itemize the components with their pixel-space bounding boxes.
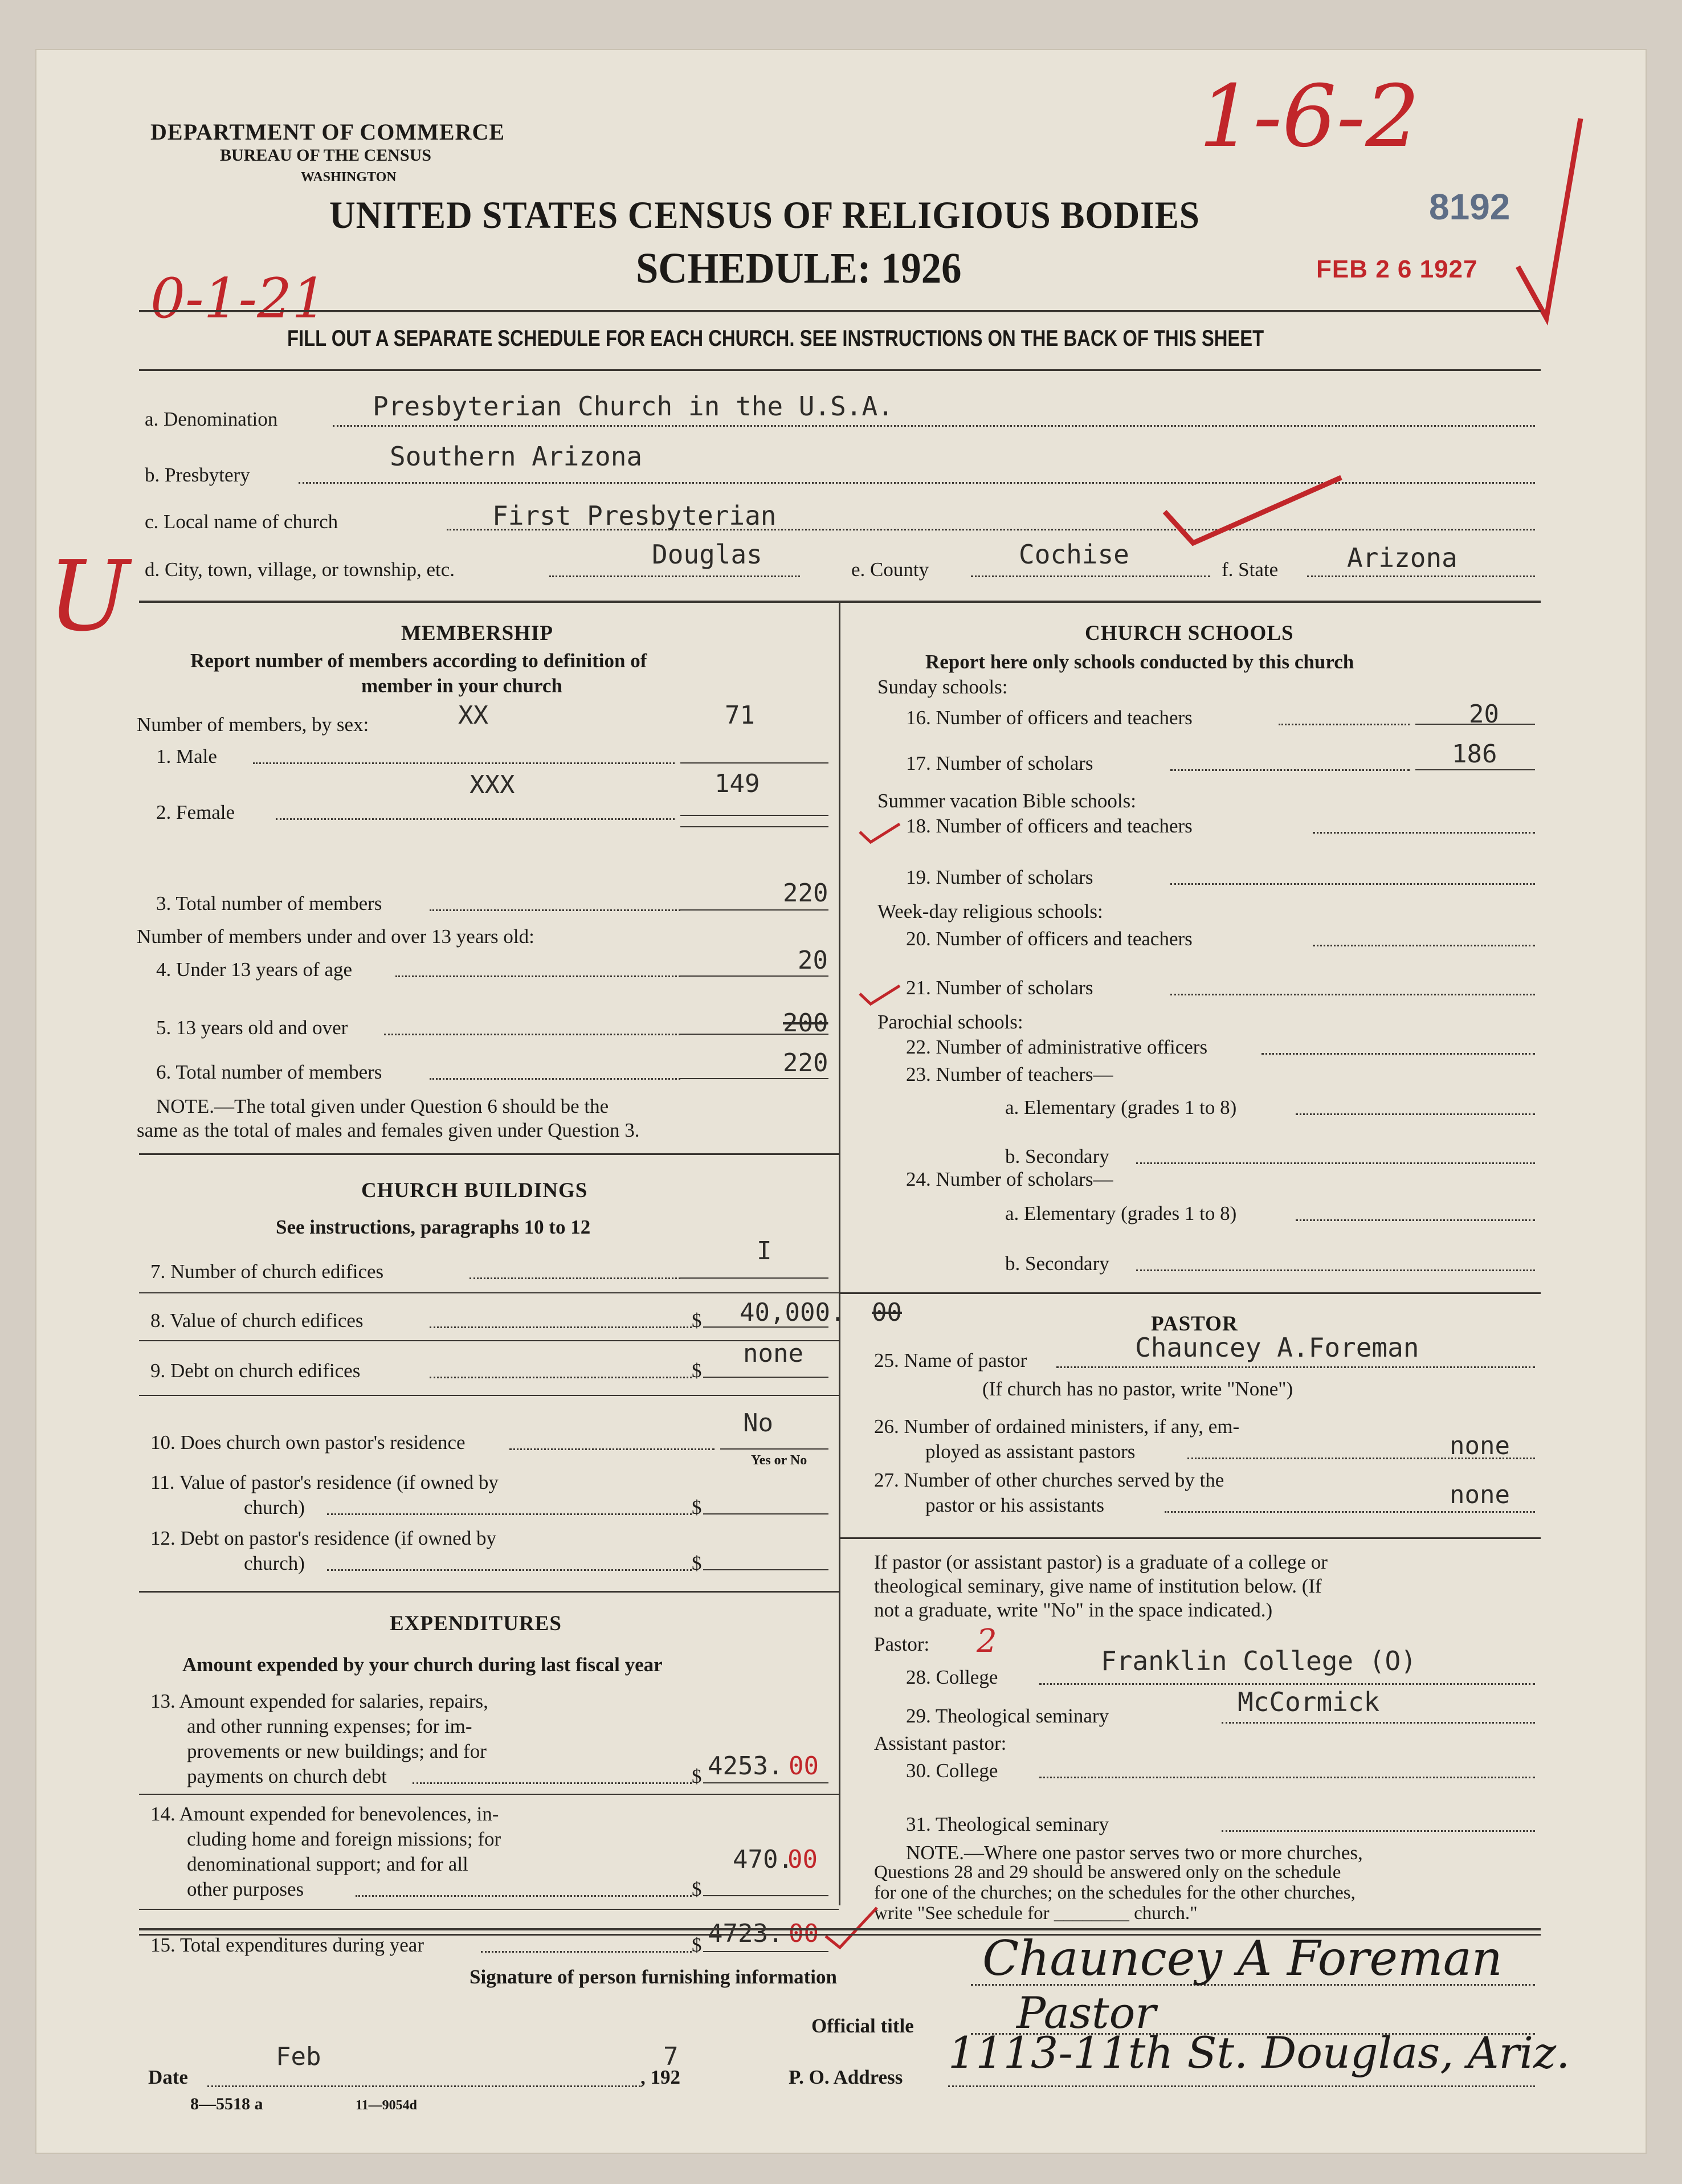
presbytery-label: b. Presbytery [145, 464, 250, 486]
po-address-label: P. O. Address [789, 2066, 903, 2088]
summer-schools-heading: Summer vacation Bible schools: [877, 790, 1136, 812]
schools-heading: CHURCH SCHOOLS [1085, 622, 1294, 645]
residence-own-value: No [743, 1409, 773, 1438]
total-expenditures-line [481, 1951, 692, 1953]
residence-debt-answer-line [703, 1569, 828, 1570]
seminary-label: 29. Theological seminary [906, 1705, 1109, 1727]
male-line [253, 762, 675, 764]
signature-value: Chauncey A Foreman [982, 1930, 1503, 1986]
benevolences-label-3: denominational support; and for all [187, 1853, 468, 1875]
college-label: 28. College [906, 1666, 998, 1688]
scholars-elementary-line [1296, 1219, 1535, 1221]
teachers-secondary-line [1136, 1162, 1535, 1164]
sunday-schools-heading: Sunday schools: [877, 676, 1008, 698]
city-line [549, 575, 800, 577]
pastor-note-2: Questions 28 and 29 should be answered only on the schedule [874, 1862, 1341, 1883]
presbytery-value: Southern Arizona [390, 441, 643, 472]
total-members-age-value: 220 [783, 1048, 828, 1077]
over-13-value: 200 [783, 1009, 828, 1038]
denomination-line [333, 425, 1535, 427]
residence-value-dollar: $ [692, 1496, 702, 1518]
left-red-mark: 0-1-21 [150, 267, 327, 330]
benevolences-label-4: other purposes [187, 1878, 304, 1900]
total-members-line [430, 909, 680, 911]
benevolences-cents: 00 [787, 1845, 818, 1874]
presbytery-line [299, 482, 1535, 484]
running-expenses-label-3: provements or new buildings; and for [187, 1740, 487, 1762]
expenditures-top-rule [139, 1591, 839, 1593]
female-answer-line [680, 815, 828, 816]
sunday-scholars-label: 17. Number of scholars [906, 752, 1093, 774]
benevolences-label-2: cluding home and foreign missions; for [187, 1828, 501, 1850]
under-13-value: 20 [798, 946, 828, 975]
weekday-officers-label: 20. Number of officers and teachers [906, 928, 1193, 950]
teachers-elementary-line [1296, 1113, 1535, 1115]
date-line [207, 2085, 640, 2087]
graduate-note-2: theological seminary, give name of institution below. (If [874, 1575, 1322, 1597]
total-members-answer-line [680, 909, 828, 911]
total-red-tick-icon [823, 1902, 880, 1953]
running-expenses-dollar: $ [692, 1765, 702, 1787]
margin-red-mark: U [48, 540, 130, 653]
female-label: 2. Female [156, 801, 235, 823]
other-churches-value: none [1450, 1480, 1510, 1509]
date-year: , 192 [640, 2066, 680, 2088]
running-expenses-label-4: payments on church debt [187, 1765, 387, 1787]
summer-scholars-line [1170, 883, 1535, 885]
residence-value-line [327, 1513, 692, 1515]
city-label: d. City, town, village, or township, etc. [145, 558, 455, 581]
assistant-seminary-label: 31. Theological seminary [906, 1813, 1109, 1835]
total-expenditures-label: 15. Total expenditures during year [150, 1934, 424, 1956]
edifice-value-label: 8. Value of church edifices [150, 1309, 364, 1332]
yes-or-no-hint: Yes or No [751, 1453, 807, 1468]
edifice-debt-dollar: $ [692, 1360, 702, 1382]
residence-debt-label-1: 12. Debt on pastor's residence (if owned by [150, 1527, 496, 1549]
buildings-top-rule [139, 1153, 839, 1155]
state-line [1307, 575, 1535, 577]
weekday-schools-heading: Week-day religious schools: [877, 900, 1103, 922]
row-rule-8 [139, 1340, 839, 1341]
edifice-debt-label: 9. Debt on church edifices [150, 1360, 361, 1382]
scholars-elementary-label: a. Elementary (grades 1 to 8) [1005, 1202, 1237, 1224]
buildings-heading: CHURCH BUILDINGS [361, 1179, 588, 1202]
other-churches-label-1: 27. Number of other churches served by the [874, 1469, 1224, 1491]
assistant-ministers-label-2: ployed as assistant pastors [925, 1440, 1136, 1463]
other-churches-line [1165, 1511, 1535, 1513]
seminary-value: McCormick [1238, 1687, 1380, 1717]
weekday-scholars-line [1170, 994, 1535, 995]
female-answer-line-2 [680, 826, 828, 827]
age-heading: Number of members under and over 13 years old: [137, 925, 534, 948]
total-expenditures-answer-line [703, 1951, 828, 1952]
form-number: 8—5518 a [190, 2095, 263, 2113]
edifices-line [470, 1277, 680, 1279]
benevolences-line [356, 1895, 692, 1897]
assistant-seminary-line [1222, 1830, 1535, 1832]
pastor-top-rule [839, 1292, 1541, 1294]
row-rule-9 [139, 1395, 839, 1396]
schedule-year: SCHEDULE: 1926 [636, 244, 962, 292]
college-value: Franklin College (O) [1101, 1646, 1416, 1676]
male-answer-line [680, 762, 828, 764]
membership-heading: MEMBERSHIP [401, 622, 553, 645]
edifice-debt-value: none [743, 1339, 803, 1368]
admin-officers-label: 22. Number of administrative officers [906, 1036, 1208, 1058]
city-heading: WASHINGTON [301, 170, 397, 185]
edifice-debt-line [430, 1377, 692, 1378]
scholars-secondary-label: b. Secondary [1005, 1252, 1109, 1275]
under-13-label: 4. Under 13 years of age [156, 958, 353, 981]
benevolences-answer-line [703, 1895, 828, 1896]
male-struck-value: XX [458, 701, 488, 730]
red-tick-icon [1159, 472, 1347, 552]
assistant-ministers-value: none [1450, 1431, 1510, 1460]
over-13-line [384, 1034, 680, 1035]
date-month: Feb [276, 2042, 321, 2071]
total-members-label: 3. Total number of members [156, 892, 382, 915]
weekday-scholars-red-tick-icon [857, 981, 903, 1010]
schools-sub: Report here only schools conducted by this church [925, 651, 1354, 673]
local-name-line [447, 529, 1535, 530]
edifices-value: I [757, 1236, 772, 1266]
sunday-officers-value: 20 [1469, 700, 1499, 729]
summer-scholars-label: 19. Number of scholars [906, 866, 1093, 888]
male-label: 1. Male [156, 745, 217, 768]
edifice-value-amount: 40,000. [740, 1298, 846, 1327]
weekday-scholars-label: 21. Number of scholars [906, 977, 1093, 999]
official-title-value: Pastor [1016, 1987, 1156, 2038]
benevolences-label-1: 14. Amount expended for benevolences, in- [150, 1803, 499, 1825]
county-line [971, 575, 1210, 577]
assistant-college-line [1039, 1777, 1535, 1778]
pastor-name-hint: (If church has no pastor, write "None") [982, 1378, 1293, 1400]
po-address-value: 1113-11th St. Douglas, Ariz. [948, 2027, 1570, 2078]
city-value: Douglas [652, 539, 762, 570]
parochial-schools-heading: Parochial schools: [877, 1011, 1023, 1033]
pastor-note-1: NOTE.—Where one pastor serves two or more churches, [906, 1842, 1363, 1864]
date-day: 7 [663, 2042, 679, 2071]
total-expenditures-cents: 00 [789, 1919, 819, 1948]
pastor-heading: PASTOR [1151, 1312, 1238, 1336]
under-13-line [395, 975, 680, 977]
edifices-label: 7. Number of church edifices [150, 1260, 384, 1283]
membership-note-2: same as the total of males and females given under Question 3. [137, 1119, 640, 1141]
edifice-value-line [430, 1326, 692, 1328]
po-address-line [948, 2085, 1535, 2087]
total-members-value: 220 [783, 879, 828, 908]
bureau-heading: BUREAU OF THE CENSUS [220, 146, 431, 165]
teachers-secondary-label: b. Secondary [1005, 1145, 1109, 1167]
total-expenditures-dollar: $ [692, 1934, 702, 1956]
teachers-label: 23. Number of teachers— [906, 1063, 1113, 1085]
assistant-pastor-subheading: Assistant pastor: [874, 1732, 1007, 1754]
total-members-age-answer-line [680, 1078, 828, 1079]
row-rule-7 [139, 1292, 839, 1293]
total-members-age-line [430, 1078, 680, 1080]
print-number: 11—9054d [356, 2098, 418, 2113]
signature-label: Signature of person furnishing information [470, 1966, 837, 1988]
sunday-scholars-value: 186 [1452, 740, 1497, 769]
graduate-note-1: If pastor (or assistant pastor) is a graduate of a college or [874, 1551, 1328, 1573]
residence-own-label: 10. Does church own pastor's residence [150, 1431, 466, 1454]
local-name-value: First Presbyterian [492, 500, 777, 531]
residence-debt-line [327, 1569, 692, 1571]
expenditures-heading: EXPENDITURES [390, 1612, 562, 1635]
residence-debt-label-2: church) [244, 1552, 305, 1574]
graduate-note-3: not a graduate, write "No" in the space indicated.) [874, 1599, 1273, 1621]
pastor-note-3: for one of the churches; on the schedules for the other churches, [874, 1883, 1356, 1903]
running-expenses-amount: 4253. [708, 1752, 783, 1781]
pastor-name-value: Chauncey A.Foreman [1135, 1332, 1419, 1363]
header-rule-top [139, 310, 1541, 312]
benevolences-amount: 470. [733, 1845, 793, 1874]
summer-officers-red-tick-icon [857, 819, 903, 848]
summer-officers-line [1313, 832, 1535, 834]
code-mark: 1-6-2 [1199, 67, 1420, 166]
seminary-line [1222, 1722, 1535, 1724]
scholars-secondary-line [1136, 1269, 1535, 1271]
residence-debt-dollar: $ [692, 1552, 702, 1574]
running-expenses-answer-line [703, 1782, 828, 1783]
received-date-stamp: FEB 2 6 1927 [1316, 255, 1478, 283]
total-expenditures-amount: 4723. [708, 1919, 783, 1948]
date-label: Date [148, 2066, 188, 2088]
sunday-scholars-answer-line [1415, 769, 1535, 770]
college-line [1039, 1683, 1535, 1685]
pastor-note-4: write "See schedule for ________ church." [874, 1903, 1198, 1924]
county-label: e. County [851, 558, 929, 581]
column-divider [839, 601, 840, 1905]
membership-sub-1: Report number of members according to definition of [190, 650, 647, 672]
residence-own-answer-line [720, 1448, 828, 1450]
buildings-sub: See instructions, paragraphs 10 to 12 [276, 1216, 591, 1238]
edifice-dollar: $ [692, 1309, 702, 1332]
female-line [276, 818, 675, 820]
female-count-value: 149 [715, 769, 760, 798]
teachers-elementary-label: a. Elementary (grades 1 to 8) [1005, 1096, 1237, 1118]
denomination-value: Presbyterian Church in the U.S.A. [373, 391, 893, 422]
sunday-officers-line [1279, 724, 1410, 725]
edifice-debt-answer-line [703, 1377, 828, 1378]
assistant-ministers-label-1: 26. Number of ordained ministers, if any, em- [874, 1415, 1240, 1438]
sunday-officers-label: 16. Number of officers and teachers [906, 707, 1193, 729]
members-by-sex-label: Number of members, by sex: [137, 713, 369, 736]
local-name-label: c. Local name of church [145, 511, 338, 533]
census-schedule-sheet [36, 50, 1646, 2153]
pastor-red-mark: 2 [977, 1623, 997, 1660]
expenditures-sub: Amount expended by your church during last fiscal year [182, 1654, 663, 1676]
state-label: f. State [1222, 558, 1279, 581]
running-expenses-label-2: and other running expenses; for im- [187, 1715, 472, 1737]
total-members-age-label: 6. Total number of members [156, 1061, 382, 1083]
residence-value-label-1: 11. Value of pastor's residence (if owned by [150, 1471, 499, 1493]
red-checkmark-icon [1512, 107, 1586, 335]
assistant-college-label: 30. College [906, 1760, 998, 1782]
membership-sub-2: member in your church [361, 675, 562, 697]
weekday-officers-line [1313, 945, 1535, 946]
running-expenses-line [413, 1782, 692, 1784]
official-title-label: Official title [811, 2015, 914, 2037]
residence-own-line [509, 1448, 715, 1450]
edifices-answer-line [680, 1277, 828, 1279]
separate-schedule-instruction: FILL OUT A SEPARATE SCHEDULE FOR EACH CHURCH. SEE INSTRUCTIONS ON THE BACK OF THIS SHEET [287, 326, 1264, 351]
header-rule-bottom [139, 369, 1541, 371]
denomination-label: a. Denomination [145, 408, 278, 430]
sunday-scholars-line [1170, 769, 1410, 771]
residence-value-label-2: church) [244, 1496, 305, 1518]
form-title: UNITED STATES CENSUS OF RELIGIOUS BODIES [329, 193, 1200, 236]
membership-note-1: NOTE.—The total given under Question 6 should be the [156, 1095, 609, 1117]
other-churches-label-2: pastor or his assistants [925, 1494, 1105, 1516]
benevolences-dollar: $ [692, 1878, 702, 1900]
pastor-name-label: 25. Name of pastor [874, 1349, 1027, 1371]
summer-officers-label: 18. Number of officers and teachers [906, 815, 1193, 837]
schedule-number: 8192 [1429, 186, 1510, 227]
state-value: Arizona [1347, 542, 1458, 573]
row-rule-14 [139, 1909, 839, 1910]
running-expenses-cents: 00 [789, 1752, 819, 1781]
graduate-top-rule [839, 1537, 1541, 1539]
county-value: Cochise [1019, 539, 1129, 570]
pastor-subheading: Pastor: [874, 1633, 930, 1655]
edifice-value-cents: 00 [872, 1298, 902, 1327]
female-struck-value: XXX [470, 770, 515, 799]
residence-value-answer-line [703, 1513, 828, 1514]
under-13-answer-line [680, 975, 828, 977]
department-heading: DEPARTMENT OF COMMERCE [150, 119, 505, 145]
row-rule-13 [139, 1794, 839, 1795]
pastor-name-line [1056, 1366, 1535, 1368]
admin-officers-line [1262, 1053, 1535, 1055]
male-count-value: 71 [725, 701, 755, 730]
scholars-label: 24. Number of scholars— [906, 1168, 1113, 1190]
running-expenses-label-1: 13. Amount expended for salaries, repairs, [150, 1690, 488, 1712]
over-13-label: 5. 13 years old and over [156, 1017, 348, 1039]
